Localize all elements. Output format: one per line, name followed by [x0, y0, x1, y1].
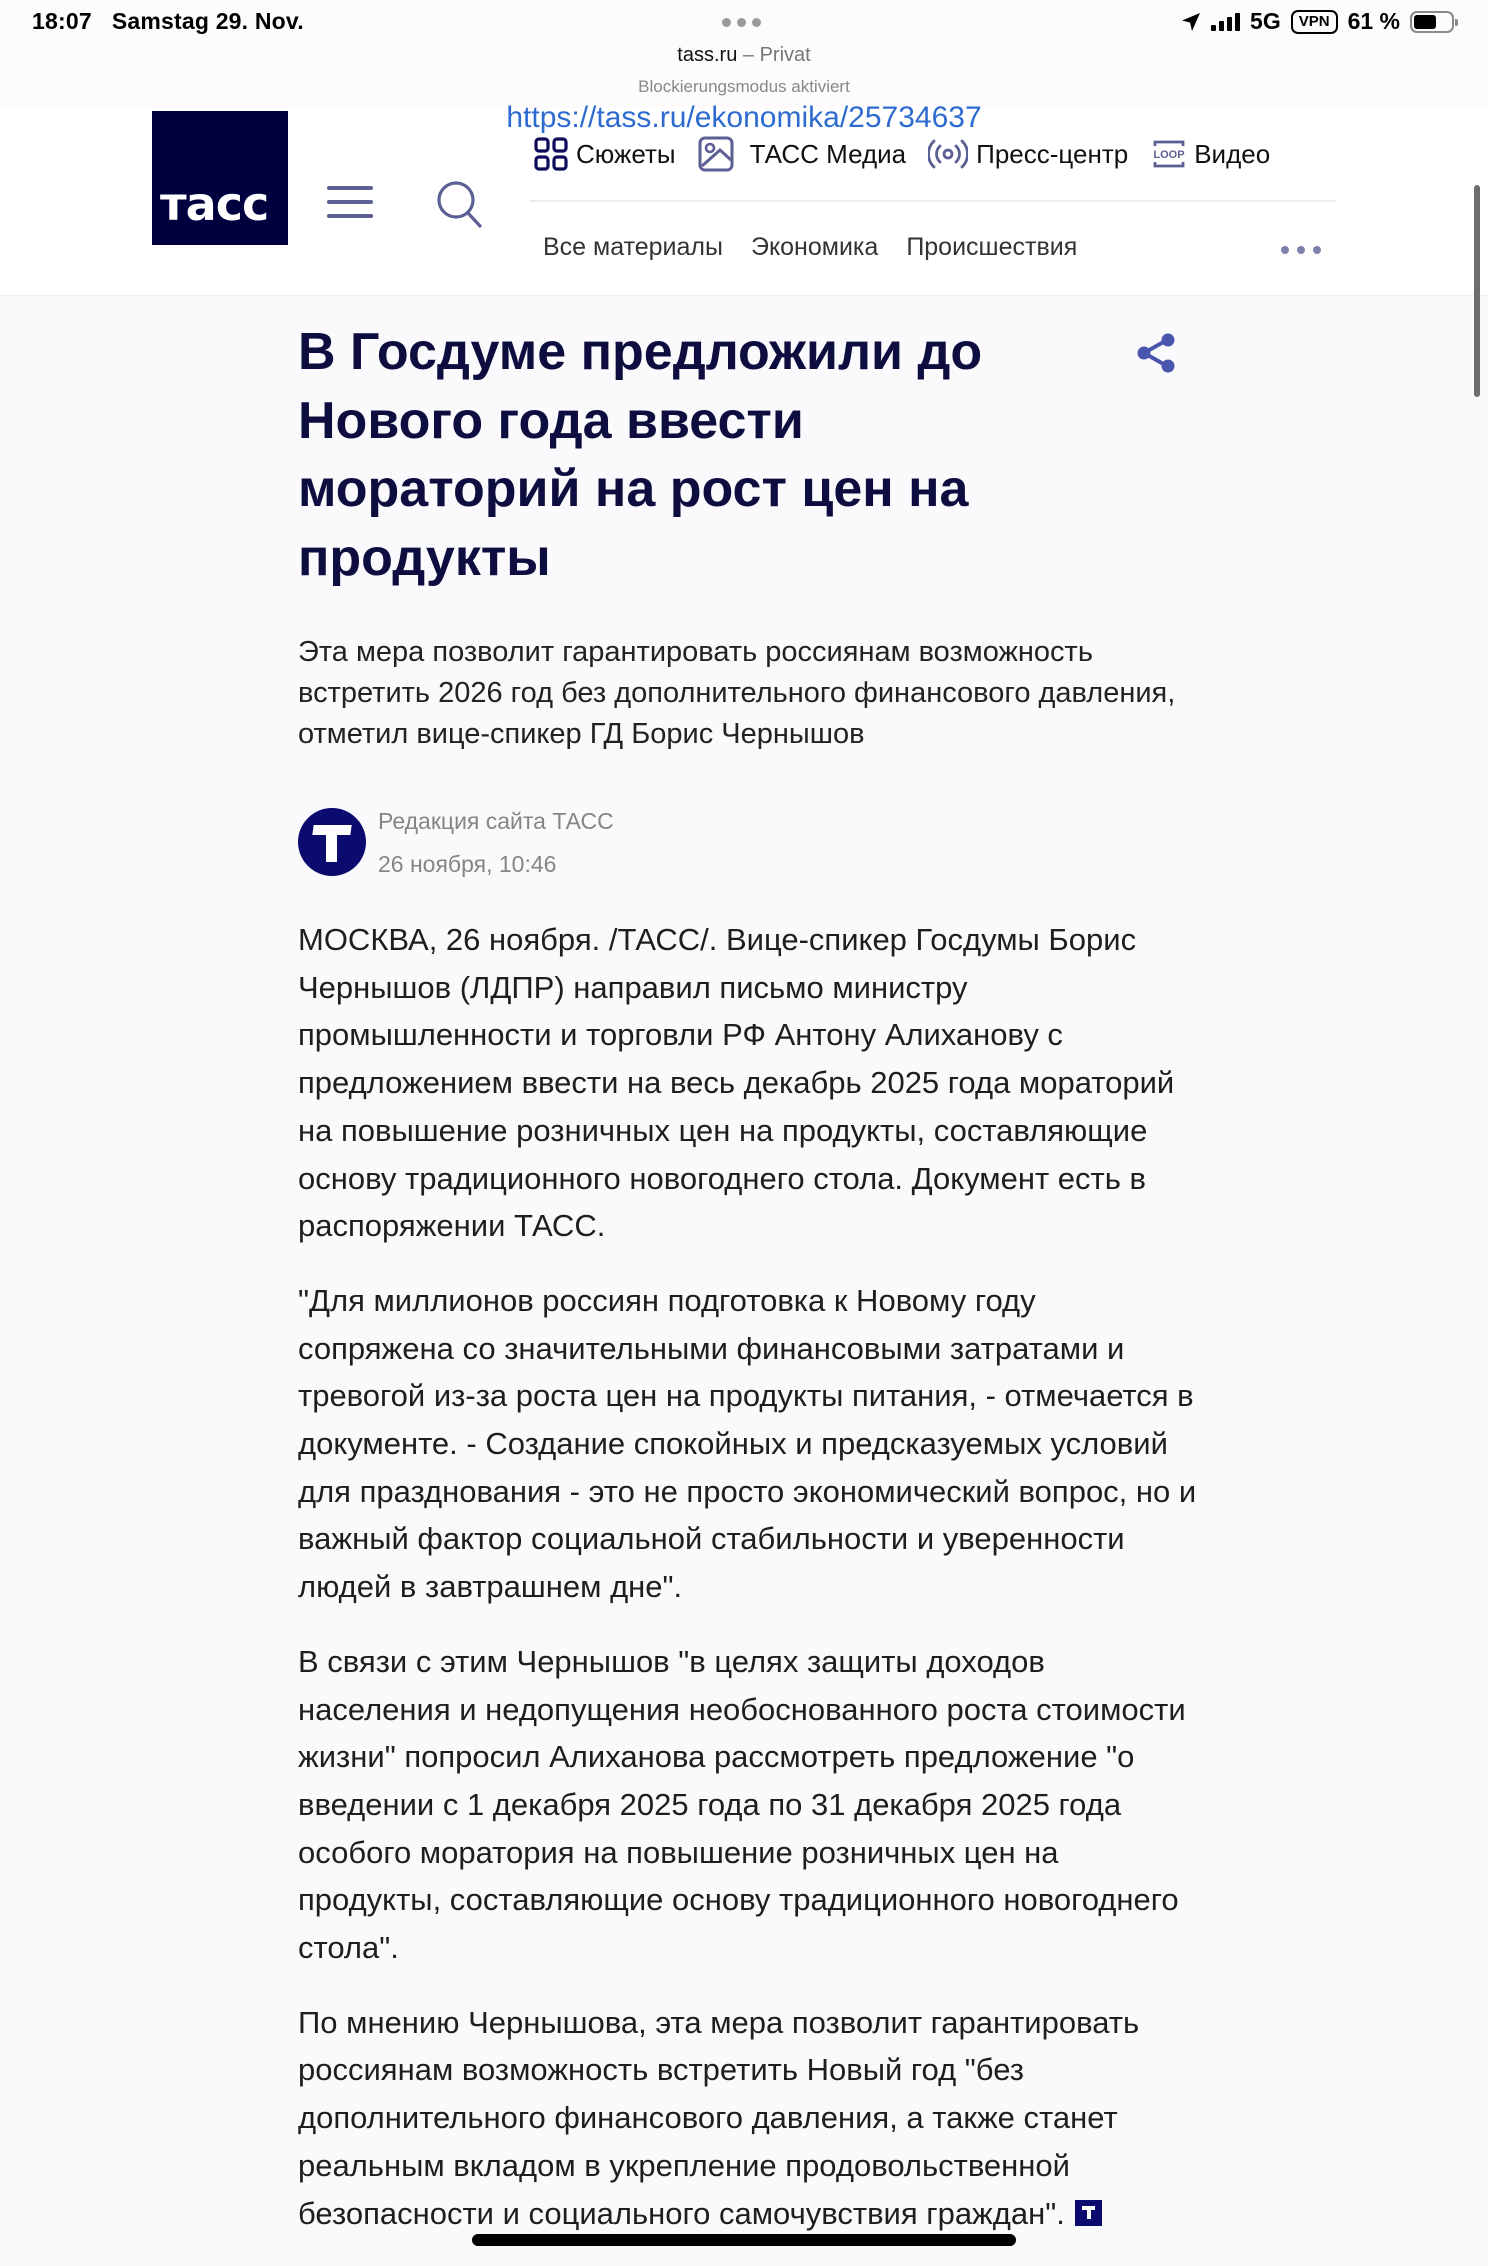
section-all-materials[interactable]: Все материалы [543, 233, 723, 261]
nav-label: Видео [1194, 138, 1271, 169]
svg-text:LOOP: LOOP [1153, 149, 1185, 161]
article-title: В Госдуме предложили до Нового года ввести мораторий на рост цен на продукты [298, 323, 983, 587]
tass-end-mark-icon [1075, 2200, 1102, 2226]
share-icon[interactable] [1132, 328, 1182, 378]
block-mode-notice: Blockierungsmodus aktiviert [638, 77, 850, 96]
more-sections-icon[interactable] [1281, 246, 1321, 254]
section-economy[interactable]: Экономика [750, 233, 879, 261]
article-paragraph-last [298, 1999, 1198, 2238]
status-time: 18:07 [32, 8, 92, 34]
nav-label: Сюжеты [576, 138, 676, 169]
battery-fill [1414, 15, 1436, 29]
nav-label: Пресс-центр [976, 138, 1129, 169]
grid-icon [534, 137, 568, 171]
broadcast-icon [928, 138, 968, 170]
section-nav [543, 233, 1105, 262]
article-paragraph: В связи с этим Чернышов "в целях защиты доходов населения и недопущения необоснованного роста стоимости жизни" попросил Алиханова рассмотреть предложение "о введении с 1 декабря 2025 года по 31 декабря 2025 года особого моратория на повышение розничных цен на продукты, составляющие основу традиционного новогоднего стола". [298, 1643, 1186, 1966]
site-header [0, 108, 1488, 296]
nav-label: ТАСС Медиа [749, 138, 907, 169]
article-paragraph: "Для миллионов россиян подготовка к Новому году сопряжена со значительными финансовыми затратами и тревогой из-за роста цен на продукты питания, - отмечается в документе. - Создание спокойных и предсказуемых условий для празднования - это не просто экономический вопрос, но и важный фактор социальной стабильности и уверенности людей в завтрашнем дне". [298, 1282, 1197, 1605]
site-domain-line[interactable] [0, 44, 1488, 67]
private-mode-label: – Privat [737, 44, 811, 66]
nav-item-video[interactable] [1150, 138, 1270, 170]
status-bar-left [32, 8, 304, 35]
image-icon [698, 136, 734, 172]
network-type: 5G [1250, 8, 1281, 34]
site-domain: tass.ru [677, 44, 738, 66]
article-body [298, 916, 1198, 2264]
nav-item-tass-media[interactable] [698, 136, 907, 172]
menu-icon[interactable] [327, 186, 373, 220]
status-bar-right [1181, 8, 1454, 35]
search-icon[interactable] [434, 178, 486, 230]
battery-percent: 61 % [1347, 8, 1400, 34]
cellular-signal-icon [1211, 13, 1240, 31]
author-block [298, 808, 614, 878]
top-nav [534, 136, 1292, 172]
page-scrollbar[interactable] [1474, 185, 1480, 397]
publish-date: 26 ноября, 10:46 [378, 851, 557, 877]
author-name[interactable]: Редакция сайта ТАСС [378, 808, 614, 834]
nav-divider [530, 200, 1336, 202]
multitasking-dots-icon[interactable] [722, 18, 761, 27]
location-arrow-icon [1181, 12, 1201, 32]
nav-item-press-center[interactable] [928, 138, 1128, 170]
article-paragraph: МОСКВА, 26 ноября. /ТАСС/. Вице-спикер Госдумы Борис Чернышов (ЛДПР) направил письмо министру промышленности и торговли РФ Антону Алиханову с предложением ввести на весь декабрь 2025 года мораторий на повышение розничных цен на продукты, составляющие основу традиционного новогоднего стола. Документ есть в распоряжении ТАСС. [298, 922, 1175, 1244]
section-incidents[interactable]: Происшествия [906, 233, 1078, 261]
battery-icon [1410, 11, 1454, 33]
url-text[interactable]: https://tass.ru/ekonomika/25734637 [506, 101, 982, 134]
loop-icon [1150, 138, 1188, 170]
article-subtitle: Эта мера позволит гарантировать россиянам возможность встретить 2026 год без дополнительного финансового давления, отметил вице-спикер ГД Борис Чернышов [298, 636, 1176, 750]
nav-item-syuzhety[interactable] [534, 137, 676, 171]
home-indicator[interactable] [472, 2234, 1016, 2246]
author-avatar [298, 808, 366, 876]
status-date: Samstag 29. Nov. [111, 8, 304, 34]
vpn-badge: VPN [1291, 10, 1338, 34]
logo-text: тасс [160, 177, 269, 231]
article-paragraph: По мнению Чернышова, эта мера позволит гарантировать россиянам возможность встретить Новый год "без дополнительного финансового давления, а также станет реальным вкладом в укрепление продовольственной безопасности и социального самочувствия граждан". [298, 2004, 1140, 2231]
browser-top-bar [0, 0, 1488, 108]
